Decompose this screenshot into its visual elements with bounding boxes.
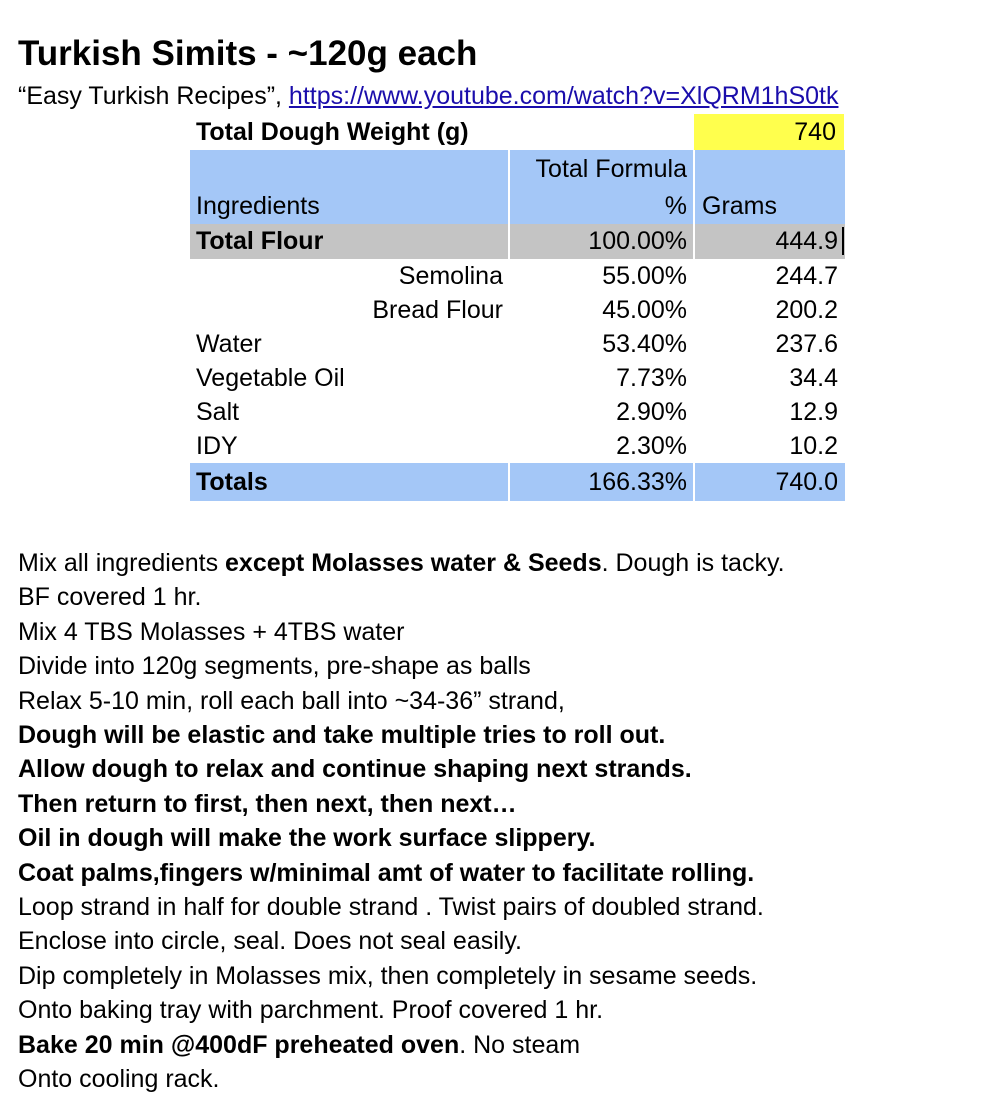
instruction-line: Onto baking tray with parchment. Proof covered 1 hr. (18, 996, 604, 1025)
dough-weight-value[interactable]: 740 (694, 114, 844, 150)
ingredient-grams: 244.7 (775, 262, 838, 290)
instruction-line: Oil in dough will make the work surface slippery. (18, 824, 596, 853)
total-flour-grams: 444.9 (775, 227, 838, 255)
instruction-line: Mix 4 TBS Molasses + 4TBS water (18, 617, 405, 646)
instruction-line: Then return to first, then next, then next… (18, 789, 517, 818)
formula-table (190, 150, 845, 501)
instruction-line: Mix all ingredients except Molasses water & Seeds. Dough is tacky. (18, 549, 785, 577)
ingredient-name: Semolina (398, 262, 503, 290)
page-title: Turkish Simits - ~120g each (18, 34, 478, 73)
ingredient-percent: 53.40% (602, 330, 687, 358)
table-row-total-flour[interactable] (190, 224, 845, 259)
cell-cursor (842, 227, 844, 255)
instruction-line: Onto cooling rack. (18, 1065, 220, 1094)
table-row[interactable] (190, 361, 845, 395)
ingredient-grams: 200.2 (775, 296, 838, 324)
ingredient-name: Salt (196, 398, 240, 426)
table-header-row-1 (190, 150, 845, 188)
header-ingredients: Ingredients (196, 192, 320, 220)
instruction-line: Coat palms,fingers w/minimal amt of water to facilitate rolling. (18, 858, 755, 887)
dough-weight-row (190, 114, 845, 150)
instruction-line: Dough will be elastic and take multiple tries to roll out. (18, 721, 666, 750)
ingredient-percent: 45.00% (602, 296, 687, 324)
youtube-link[interactable]: https://www.youtube.com/watch?v=XlQRM1hS0tk (288, 82, 839, 110)
instruction-line: Enclose into circle, seal. Does not seal easily. (18, 927, 522, 956)
dough-weight-label: Total Dough Weight (g) (196, 118, 469, 146)
instruction-line: Loop strand in half for double strand . Twist pairs of doubled strand. (18, 893, 764, 922)
totals-grams: 740.0 (775, 468, 838, 496)
table-row-totals[interactable] (190, 463, 845, 501)
source-line (18, 81, 838, 111)
table-row[interactable] (190, 259, 845, 293)
ingredient-percent: 7.73% (616, 364, 687, 392)
bold-text: except Molasses water & Seeds (225, 549, 602, 577)
totals-name: Totals (196, 468, 268, 496)
table-row[interactable] (190, 293, 845, 327)
totals-percent: 166.33% (588, 468, 687, 496)
instructions (18, 546, 998, 1097)
total-flour-name: Total Flour (196, 227, 324, 255)
header-total-formula: Total Formula (535, 155, 687, 183)
ingredient-percent: 55.00% (602, 262, 687, 290)
ingredient-grams: 12.9 (789, 398, 838, 426)
ingredient-grams: 237.6 (775, 330, 838, 358)
ingredient-percent: 2.30% (616, 432, 687, 460)
table-row[interactable] (190, 395, 845, 429)
instruction-line: BF covered 1 hr. (18, 583, 202, 612)
instruction-line: Bake 20 min @400dF preheated oven. No steam (18, 1030, 581, 1059)
header-percent: % (664, 192, 687, 220)
ingredient-name: IDY (196, 432, 238, 460)
ingredient-percent: 2.90% (616, 398, 687, 426)
ingredient-name: Bread Flour (372, 296, 503, 324)
ingredient-name: Water (196, 330, 262, 358)
instruction-line: Relax 5-10 min, roll each ball into ~34-36” strand, (18, 686, 565, 715)
table-row[interactable] (190, 327, 845, 361)
ingredient-grams: 10.2 (789, 432, 838, 460)
table-row[interactable] (190, 429, 845, 463)
table-header-row-2 (190, 188, 845, 224)
instruction-line: Allow dough to relax and continue shaping next strands. (18, 755, 692, 784)
source-prefix: “Easy Turkish Recipes”, (18, 82, 289, 110)
ingredient-grams: 34.4 (789, 364, 838, 392)
instruction-line: Dip completely in Molasses mix, then completely in sesame seeds. (18, 961, 758, 990)
total-flour-percent: 100.00% (588, 227, 687, 255)
ingredient-name: Vegetable Oil (196, 364, 345, 392)
header-grams: Grams (702, 192, 777, 220)
instruction-line: Divide into 120g segments, pre-shape as balls (18, 652, 531, 681)
